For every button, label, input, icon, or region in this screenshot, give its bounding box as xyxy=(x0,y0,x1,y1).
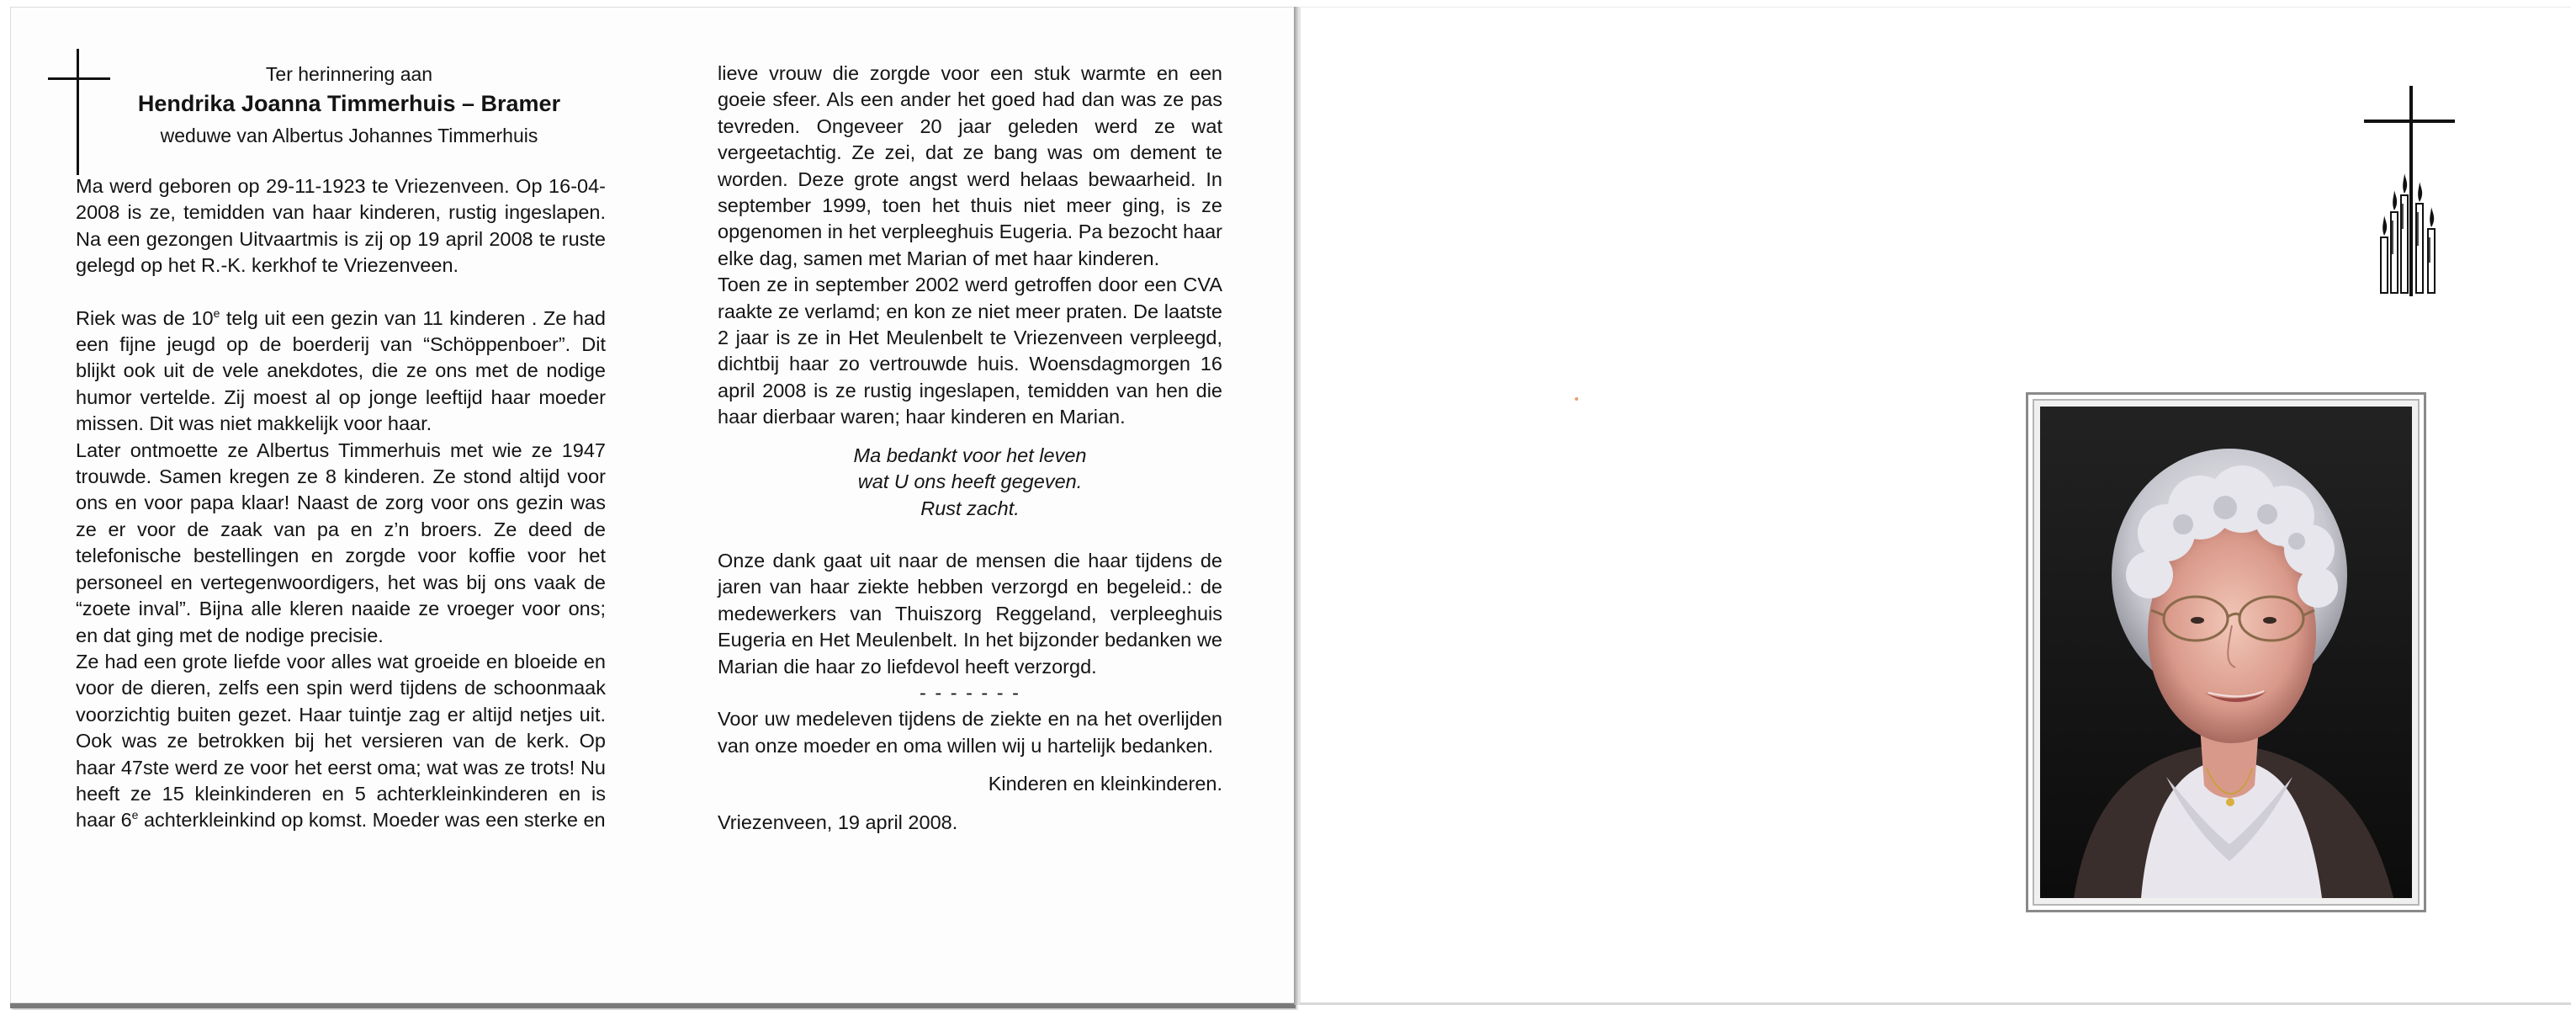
character-paragraph: lieve vrouw die zorgde voor een stuk warmte en een goeie sfeer. Als een ander het goed had dan was ze pas tevreden. Ongeveer 20 jaar geleden werd ze wat vergeetachtig. Ze zei, dat ze bang was om dement te worden. Deze grote angst werd helaas bewaarheid. In september 1999, toen het thuis niet meer ging, is ze opgenomen in het verpleeghuis Eugeria. Pa bezocht haar elke dag, samen met Marian of met haar kinderen. xyxy=(718,62,1222,269)
text-column-right xyxy=(718,61,1222,836)
header-intro: Ter herinnering aan xyxy=(265,63,433,85)
deceased-name: Hendrika Joanna Timmerhuis – Bramer xyxy=(137,91,561,116)
poem-line: Rust zacht. xyxy=(920,497,1020,519)
place-date: Vriezenveen, 19 april 2008. xyxy=(718,811,958,833)
memorial-header xyxy=(93,61,606,152)
paper-speck xyxy=(1575,397,1578,401)
condolence-paragraph: Voor uw medeleven tijdens de ziekte en na het overlijden van onze moeder en oma willen wij u hartelijk bedanken. xyxy=(718,708,1222,757)
youth-paragraph: Riek was de 10e telg uit een gezin van 11 kinderen . Ze had een fijne jeugd op de boerderij van “Schöppenboer”. Dit blijkt ook uit de vele anekdotes, die ze ons met de nodige humor vertelde. Zij moest al op jonge leeftijd haar moeder missen. Dit was niet makkelijk voor haar. xyxy=(76,306,607,435)
birth-death-paragraph: Ma werd geboren op 29-11-1923 te Vriezenveen. Op 16-04-2008 is ze, temidden van haar kinderen, rustig ingeslapen. Na een gezongen Uitvaartmis is zij op 19 april 2008 te ruste gelegd op het R.-K. kerkhof te Vriezenveen. xyxy=(76,175,606,277)
signature: Kinderen en kleinkinderen. xyxy=(988,773,1222,795)
portrait-photo xyxy=(2040,407,2412,898)
illness-paragraph: Toen ze in september 2002 werd getroffen door een CVA raakte ze verlamd; en kon ze niet meer praten. De laatste 2 jaar is ze in Het Meulenbelt te Vriezenveen verpleegd, dichtbij haar zo vertrouwde huis. Woensdagmorgen 16 april 2008 is ze rustig ingeslapen, temidden van hen die haar dierbaar waren; haar kinderen en Marian. xyxy=(718,274,1222,428)
divider: - - - - - - - xyxy=(920,681,1020,704)
hobbies-paragraph: Ze had een grote liefde voor alles wat groeide en bloeide en voor de dieren, zelfs een spin werd tijdens de schoonmaak voorzichtig buiten gezet. Haar tuintje zag er altijd netjes uit. Ook was ze betrokken bij het versieren van de kerk. Op haar 47ste werd ze voor het eerst oma; wat was ze trots! Nu heeft ze 15 kleinkinderen en 5 achterkleinkinderen en is haar 6e achterkleinkind op komst. Moeder was een sterke en xyxy=(76,650,606,832)
cross-with-candles-icon xyxy=(2361,86,2462,305)
farewell-poem xyxy=(718,443,1222,522)
thanks-paragraph: Onze dank gaat uit naar de mensen die haar tijdens de jaren van haar ziekte hebben verzorgd en begeleid.: de medewerkers van Thuiszorg Reggeland, verpleeghuis Eugeria en Het Meulenbelt. In het bijzonder bedanken we Marian die haar zo liefdevol heeft verzorgd. xyxy=(718,549,1222,678)
photo-frame xyxy=(2026,392,2426,912)
text-column-left xyxy=(76,173,606,834)
poem-line: wat U ons heeft gegeven. xyxy=(857,470,1083,493)
widow-of-line: weduwe van Albertus Johannes Timmerhuis xyxy=(160,125,538,146)
marriage-paragraph: Later ontmoette ze Albertus Timmerhuis met wie ze 1947 trouwde. Samen kregen ze 8 kinderen. Ze stond altijd voor ons en voor papa klaar! Naast de zorg voor ons gezin was ze er voor de zaak van pa en z’n broers. Ze deed de telefonische bestellingen en zorgde voor koffie voor het personeel en vertegenwoordigers, het was bij ons vaak de “zoete inval”. Bijna alle kleren naaide ze vroeger voor ons; en dat ging met de nodige precisie. xyxy=(76,439,606,646)
poem-line: Ma bedankt voor het leven xyxy=(853,444,1087,466)
